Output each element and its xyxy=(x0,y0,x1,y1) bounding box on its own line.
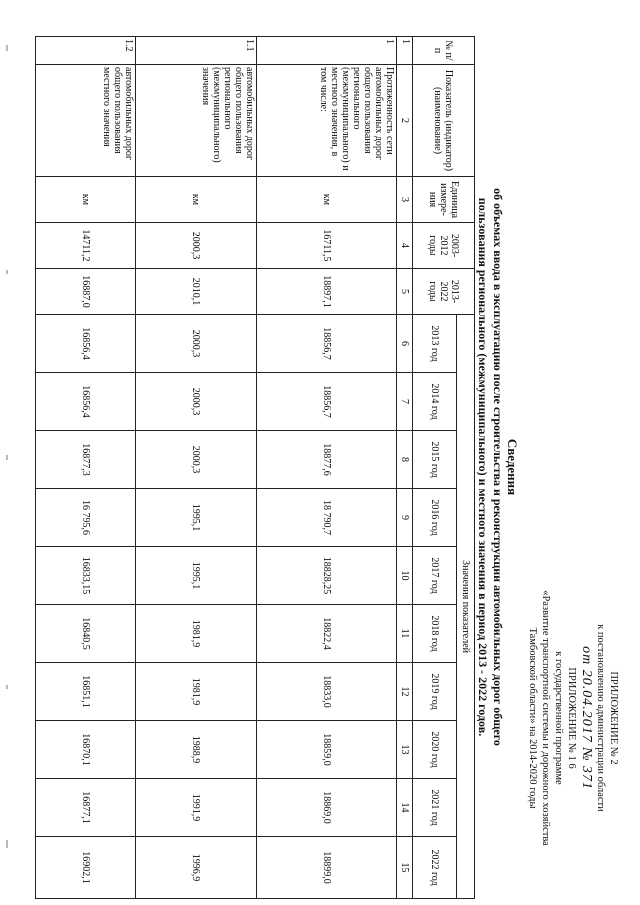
row-indicator: автомобильных дорог общего пользования местного значения xyxy=(36,65,136,177)
row-unit: км xyxy=(36,177,136,223)
row-value: 18877,6 xyxy=(256,431,396,489)
col-number: 5 xyxy=(396,269,412,315)
row-value: 16870,1 xyxy=(36,721,136,779)
row-indicator: автомобильных дорог общего пользования регионального (межмуниципального) значения xyxy=(136,65,256,177)
row-period-2003-2012: 16711,5 xyxy=(256,223,396,269)
row-value: 16877,1 xyxy=(36,779,136,837)
row-value: 1981,9 xyxy=(136,663,256,721)
table-column-numbers-row xyxy=(396,37,412,899)
head-unit: Единица измере-ния xyxy=(412,177,474,223)
document-header xyxy=(520,36,620,898)
appendix-program-period: Тамбовской области» на 2014-2020 годы xyxy=(527,627,538,809)
col-number: 9 xyxy=(396,489,412,547)
col-number: 1 xyxy=(396,37,412,65)
rotated-document-page xyxy=(30,36,620,898)
row-unit: км xyxy=(256,177,396,223)
row-period-2013-2022: 2010,1 xyxy=(136,269,256,315)
head-year: 2022 год xyxy=(412,837,456,899)
row-value: 18869,0 xyxy=(256,779,396,837)
row-period-2013-2022: 16887,0 xyxy=(36,269,136,315)
row-value: 18856,7 xyxy=(256,373,396,431)
col-number: 13 xyxy=(396,721,412,779)
col-number: 3 xyxy=(396,177,412,223)
head-year: 2014 год xyxy=(412,373,456,431)
indicators-table xyxy=(35,36,475,899)
row-value: 18 790,7 xyxy=(256,489,396,547)
row-value: 16856,4 xyxy=(36,315,136,373)
row-period-2013-2022: 18897,1 xyxy=(256,269,396,315)
head-year: 2020 год xyxy=(412,721,456,779)
head-period-2003-2012: 2003-2012 годы xyxy=(412,223,474,269)
row-period-2003-2012: 14711,2 xyxy=(36,223,136,269)
row-value: 18828,25 xyxy=(256,547,396,605)
row-value: 1995,1 xyxy=(136,547,256,605)
head-year: 2016 год xyxy=(412,489,456,547)
head-year: 2017 год xyxy=(412,547,456,605)
col-number: 8 xyxy=(396,431,412,489)
appendix-program-name: «Развитие транспортной системы и дорожного хозяйства xyxy=(540,590,551,846)
head-values-group: Значения показателей xyxy=(456,315,474,899)
row-value: 1995,1 xyxy=(136,489,256,547)
row-period-2003-2012: 2000,3 xyxy=(136,223,256,269)
row-unit: км xyxy=(136,177,256,223)
title-line-2: пользования регионального (межмуниципального) и местного значения в период 2013 - 2022 годов. xyxy=(476,197,490,737)
title-heading: Сведения xyxy=(505,438,520,496)
head-year: 2021 год xyxy=(412,779,456,837)
row-indicator: Протяженность сети автомобильных дорог общего пользования регионального (межмуниципального) и местного значения, в том числе: xyxy=(256,65,396,177)
row-value: 2000,3 xyxy=(136,431,256,489)
row-value: 18822,4 xyxy=(256,605,396,663)
head-indicator: Показатель (индикатор) (наименование) xyxy=(412,65,474,177)
table-row xyxy=(36,37,136,899)
table-row xyxy=(136,37,256,899)
col-number: 15 xyxy=(396,837,412,899)
row-value: 16856,4 xyxy=(36,373,136,431)
row-value: 1996,9 xyxy=(136,837,256,899)
appendix-date-line: от 20.04.2017 № 371 xyxy=(579,646,594,790)
head-num: № п/п xyxy=(412,37,474,65)
col-number: 10 xyxy=(396,547,412,605)
head-period-2013-2022: 2013-2022 годы xyxy=(412,269,474,315)
row-num: 1.2 xyxy=(36,37,136,65)
row-value: 2000,3 xyxy=(136,373,256,431)
row-value: 16833,15 xyxy=(36,547,136,605)
row-num: 1 xyxy=(256,37,396,65)
row-value: 18856,7 xyxy=(256,315,396,373)
appendix-program-number: ПРИЛОЖЕНИЕ № 1 6 xyxy=(566,667,577,769)
row-value: 16902,1 xyxy=(36,837,136,899)
row-value: 16851,1 xyxy=(36,663,136,721)
row-value: 18833,0 xyxy=(256,663,396,721)
head-year: 2015 год xyxy=(412,431,456,489)
col-number: 7 xyxy=(396,373,412,431)
col-number: 6 xyxy=(396,315,412,373)
row-value: 2000,3 xyxy=(136,315,256,373)
row-value: 1988,9 xyxy=(136,721,256,779)
col-number: 14 xyxy=(396,779,412,837)
scan-edge-marks xyxy=(6,0,9,905)
col-number: 11 xyxy=(396,605,412,663)
appendix-number: ПРИЛОЖЕНИЕ № 2 xyxy=(608,671,619,765)
row-value: 16840,5 xyxy=(36,605,136,663)
row-value: 16877,3 xyxy=(36,431,136,489)
row-value: 1991,9 xyxy=(136,779,256,837)
row-value: 18899,0 xyxy=(256,837,396,899)
head-year: 2013 год xyxy=(412,315,456,373)
table-row xyxy=(256,37,396,899)
document-title xyxy=(475,36,520,898)
table-head-row-1 xyxy=(456,37,474,899)
title-line-1: об объемах ввода в эксплуатацию после строительства и реконструкции автомобильных дорог общего xyxy=(491,188,505,746)
appendix-program-ref: к государственной программе xyxy=(553,651,564,785)
row-value: 1981,9 xyxy=(136,605,256,663)
col-number: 4 xyxy=(396,223,412,269)
row-num: 1.1 xyxy=(136,37,256,65)
appendix-block xyxy=(526,538,620,898)
appendix-resolution-ref: к постановлению администрации области xyxy=(595,624,606,812)
row-value: 18859,0 xyxy=(256,721,396,779)
row-value: 16 795,6 xyxy=(36,489,136,547)
col-number: 2 xyxy=(396,65,412,177)
head-year: 2018 год xyxy=(412,605,456,663)
col-number: 12 xyxy=(396,663,412,721)
head-year: 2019 год xyxy=(412,663,456,721)
